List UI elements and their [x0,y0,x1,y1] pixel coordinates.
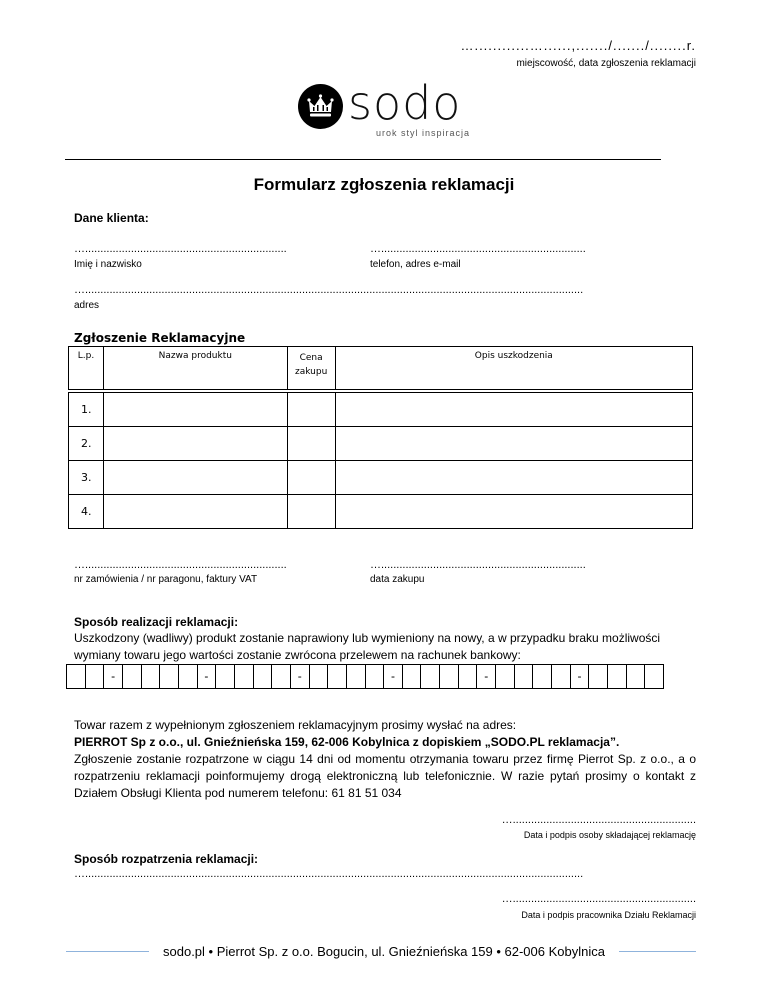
row-number: 2. [69,427,104,461]
complaint-heading: Zgłoszenie Reklamacyjne [74,331,246,345]
client-heading: Dane klienta: [74,211,149,225]
contact-caption: telefon, adres e-mail [370,259,461,270]
bank-digit-cell[interactable] [421,665,440,688]
crown-icon [298,84,343,129]
order-number-caption: nr zamówienia / nr paragonu, faktury VAT [74,574,258,585]
address-field[interactable]: …................................................................................................................................................................... [74,284,584,296]
bank-digit-cell[interactable] [67,665,86,688]
damage-cell[interactable] [335,393,692,427]
purchase-date-caption: data zakupu [370,574,425,585]
bank-digit-cell[interactable] [459,665,478,688]
footer-rule-right [619,951,696,952]
bank-digit-cell[interactable] [608,665,627,688]
bank-digit-cell[interactable] [645,665,663,688]
row-number: 4. [69,495,104,529]
logo-wordmark: sodo [348,76,462,130]
column-header-price: Cena zakupu [287,347,335,390]
client-signature-field[interactable]: …............................................................ [501,814,696,826]
row-number: 3. [69,461,104,495]
employee-signature-caption: Data i podpis pracownika Działu Reklamacji [521,910,696,920]
bank-digit-cell[interactable] [533,665,552,688]
bank-digit-cell[interactable] [254,665,273,688]
employee-signature-field[interactable]: …............................................................ [501,893,696,905]
name-field[interactable]: ….................................................................. [74,243,287,255]
bank-digit-cell[interactable] [552,665,571,688]
date-place-caption: miejscowość, data zgłoszenia reklamacji [516,58,696,69]
bank-digit-cell[interactable] [366,665,385,688]
processing-field[interactable]: …................................................................................................................................................................... [74,868,584,880]
method-heading: Sposób realizacji reklamacji: [74,615,239,629]
shipping-intro: Towar razem z wypełnionym zgłoszeniem reklamacyjnym prosimy wysłać na adres: [74,718,517,732]
bank-digit-cell[interactable] [179,665,198,688]
contact-field[interactable]: …................................................................... [370,243,586,255]
shipping-address: PIERROT Sp z o.o., ul. Gnieźnieńska 159, 62-006 Kobylnica z dopiskiem „SODO.PL reklamacja”. [74,735,620,749]
bank-digit-cell[interactable] [347,665,366,688]
address-caption: adres [74,300,100,311]
logo-tagline: urok styl inspiracja [376,128,471,138]
bank-digit-cell[interactable] [310,665,329,688]
bank-digit-cell[interactable] [627,665,646,688]
page-title: Formularz zgłoszenia reklamacji [253,175,515,194]
bank-digit-cell[interactable]: - [384,665,403,688]
price-cell[interactable] [287,495,335,529]
damage-cell[interactable] [335,427,692,461]
price-cell[interactable] [287,427,335,461]
client-signature-caption: Data i podpis osoby składającej reklamację [523,830,696,840]
bank-digit-cell[interactable] [589,665,608,688]
bank-digit-cell[interactable] [123,665,142,688]
bank-digit-cell[interactable] [142,665,161,688]
damage-cell[interactable] [335,461,692,495]
price-cell[interactable] [287,461,335,495]
product-cell[interactable] [103,495,287,529]
bank-digit-cell[interactable] [86,665,105,688]
row-number: 1. [69,393,104,427]
date-place-field[interactable]: …............…......,......./......./........r. [460,38,696,53]
damage-cell[interactable] [335,495,692,529]
bank-digit-cell[interactable] [496,665,515,688]
bank-digit-cell[interactable] [515,665,534,688]
column-header-lp: L.p. [69,347,104,390]
bank-digit-cell[interactable]: - [104,665,123,688]
sodo-logo [298,76,478,142]
column-header-product: Nazwa produktu [103,347,287,390]
bank-digit-cell[interactable] [328,665,347,688]
method-text: Uszkodzony (wadliwy) produkt zostanie naprawiony lub wymieniony na nowy, a w przypadku braku możliwości wymiany towaru jego wartości zostanie zwrócona przelewem na rachunek bankowy: [74,631,661,662]
bank-digit-cell[interactable] [440,665,459,688]
bank-digit-cell[interactable] [403,665,422,688]
table-row [69,393,693,427]
shipping-info [74,717,696,802]
table-row [69,461,693,495]
order-number-field[interactable]: ….................................................................. [74,559,287,571]
product-cell[interactable] [103,461,287,495]
bank-digit-cell[interactable]: - [198,665,217,688]
bank-digit-cell[interactable]: - [477,665,496,688]
bank-account-field[interactable] [66,664,664,689]
bank-digit-cell[interactable] [160,665,179,688]
price-cell[interactable] [287,393,335,427]
bank-digit-cell[interactable]: - [571,665,590,688]
processing-heading: Sposób rozpatrzenia reklamacji: [74,852,259,866]
bank-digit-cell[interactable] [216,665,235,688]
top-divider [65,159,661,160]
name-caption: Imię i nazwisko [74,259,142,270]
table-row [69,427,693,461]
purchase-date-field[interactable]: …................................................................... [370,559,586,571]
processing-info: Zgłoszenie zostanie rozpatrzone w ciągu 14 dni od momentu otrzymania towaru przez firmę Pierrot Sp. z o.o., a o rozpatrzeniu reklamacji poinformujemy drogą elektroniczną lub telefonicznie. W razie pytań prosimy o kontakt z Działem Obsługi Klienta pod numerem telefonu: 61 81 51 034 [74,752,696,800]
product-cell[interactable] [103,427,287,461]
column-header-damage: Opis uszkodzenia [335,347,692,390]
table-row [69,495,693,529]
bank-digit-cell[interactable] [272,665,291,688]
footer-text: sodo.pl • Pierrot Sp. z o.o. Bogucin, ul. Gnieźnieńska 159 • 62-006 Kobylnica [163,944,605,959]
product-cell[interactable] [103,393,287,427]
bank-digit-cell[interactable]: - [291,665,310,688]
bank-digit-cell[interactable] [235,665,254,688]
table-header-row [69,347,693,390]
complaint-table [68,346,693,529]
